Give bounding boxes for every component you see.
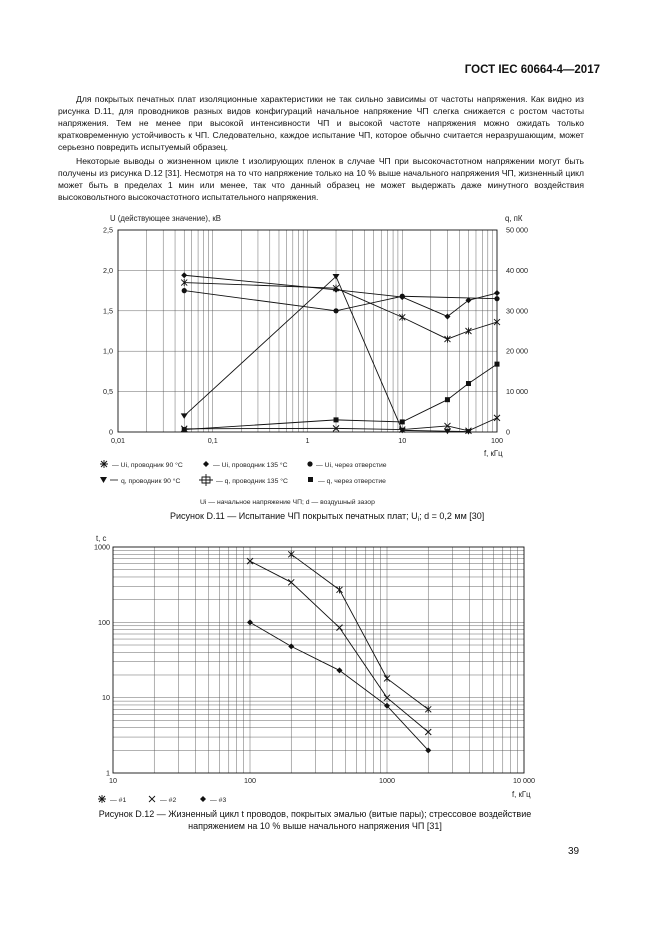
- figure-d11-y2label: q, пК: [505, 214, 523, 223]
- figure-d12-legend: [98, 795, 226, 804]
- legend-q-hole-label: — q, через отверстие: [318, 478, 386, 485]
- legend-series-2: [149, 796, 176, 804]
- y-tick-label: 2,5: [103, 225, 113, 235]
- figure-d11-caption-main: Рисунок D.11 — Испытание ЧП покрытых печатных плат; U: [170, 511, 418, 521]
- figure-d12-y-ticks: [94, 543, 110, 778]
- legend-ui-hole-label: — Ui, через отверстие: [316, 462, 387, 469]
- paragraph-1: Для покрытых печатных плат изоляционные характеристики не так сильно зависимы от частоты напряжения. Как видно из рисунка D.11, для проводников разных видов конфигураций начальное напряжение ЧП слегка снижается с ростом частоты напряжения. Тем не менее при высокой интенсивности ЧП и высокой частоте напряжения можно ожидать только кратковременную устойчивость к ЧП. Следовательно, каждое испытание ЧП, которое обычно считается неразрушающим, может серьезно повредить испытуемый образец.: [58, 94, 584, 152]
- y2-tick-label: 20 000: [506, 346, 528, 356]
- legend-ui-135-label: — Ui, проводник 135 °C: [213, 462, 288, 469]
- figure-d11-xlabel: f, кГц: [484, 449, 503, 458]
- legend-series-1: [98, 795, 126, 804]
- document-header: ГОСТ IEC 60664-4—2017: [464, 64, 600, 76]
- data-point: [288, 643, 294, 649]
- legend-ui-90-label: — Ui, проводник 90 °C: [112, 462, 183, 469]
- data-point: [336, 586, 342, 593]
- y-tick-label: 1000: [94, 542, 110, 552]
- figure-d11-ylabel: U (действующее значение), кВ: [110, 214, 221, 223]
- x-tick-label: 100: [491, 436, 503, 445]
- y-tick-label: 1,0: [103, 346, 113, 356]
- legend-series-1-label: — #1: [110, 797, 127, 804]
- x-tick-label: 10: [398, 436, 407, 445]
- legend-series-3: [200, 796, 226, 804]
- data-point: [384, 675, 390, 682]
- y2-tick-label: 30 000: [506, 306, 528, 316]
- y2-tick-label: 10 000: [506, 387, 528, 397]
- data-point: [247, 619, 253, 625]
- y2-tick-label: 40 000: [506, 265, 528, 275]
- y-tick-label: 1: [106, 768, 110, 778]
- y-tick-label: 1,5: [103, 306, 113, 316]
- x-tick-label: 1: [305, 436, 310, 445]
- y-tick-label: 100: [98, 617, 110, 627]
- y-tick-label: 2,0: [103, 265, 113, 275]
- series-line-3: [250, 622, 428, 750]
- figure-d12-series: [247, 551, 431, 754]
- figure-d12-xlabel: f, кГц: [512, 790, 531, 799]
- figure-d11-note: Ui — начальное напряжение ЧП; d — воздушный зазор: [200, 499, 375, 506]
- x-tick-label: 100: [244, 776, 256, 785]
- x-tick-label: 0,1: [207, 436, 218, 445]
- y2-tick-label: 50 000: [506, 225, 528, 235]
- x-tick-label: 0,01: [111, 436, 125, 445]
- figure-d12-x-ticks: [109, 776, 535, 785]
- page-number: 39: [568, 846, 580, 857]
- figure-d12-caption-line1: Рисунок D.12 — Жизненный цикл t проводов, покрытых эмалью (витые пары); стрессовое воздействие: [98, 809, 532, 819]
- x-tick-label: 1000: [379, 776, 395, 785]
- y-tick-label: 10: [102, 693, 110, 703]
- legend-series-3-label: — #3: [210, 797, 227, 804]
- series-line-1: [291, 554, 428, 709]
- figure-d12-ylabel: t, с: [96, 534, 107, 543]
- x-tick-label: 10 000: [513, 776, 535, 785]
- figure-d12-caption-line2: напряжением на 10 % выше начального напряжения ЧП [31]: [188, 821, 442, 831]
- y-tick-label: 0,5: [103, 387, 113, 397]
- x-tick-label: 10: [109, 776, 117, 785]
- legend-q-90-label: q, проводник 90 °C: [121, 478, 181, 485]
- figure-d11-caption-rest: ; d = 0,2 мм [30]: [419, 511, 485, 521]
- figure-d11-caption-sub: i: [417, 516, 420, 523]
- legend-q-135-label: — q, проводник 135 °C: [216, 478, 288, 485]
- y-tick-label: 0: [109, 427, 113, 437]
- y2-tick-label: 0: [506, 427, 510, 437]
- paragraph-2: Некоторые выводы о жизненном цикле t изолирующих пленок в случае ЧП при высокочастотном напряжении могут быть получены из рисунка D.12 [31]. Несмотря на то что напряжение только на 10 % выше начального напряжения ЧП, жизненный цикл может быть в пределах 1 мин или менее, так что данный образец не может выдержать даже минутного воздействия высоковольтного высокочастотного испытательного напряжения.: [58, 156, 584, 202]
- legend-series-2-label: — #2: [160, 797, 177, 804]
